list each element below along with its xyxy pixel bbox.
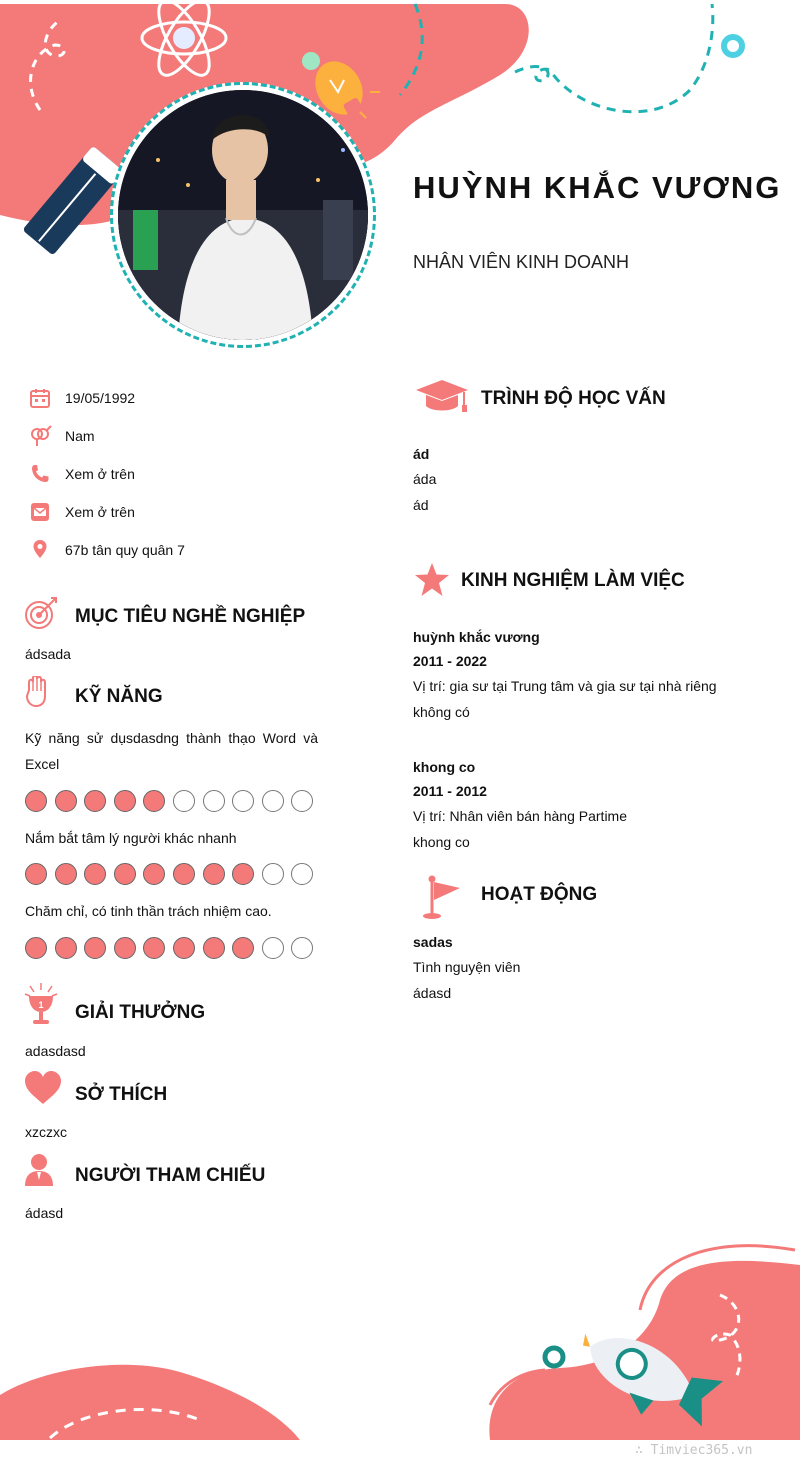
skill-name: Kỹ năng sử dụsdasdng thành thạo Word và Excel [25, 730, 318, 772]
rating-dot-filled [143, 790, 165, 812]
trophy-icon [24, 982, 58, 1026]
rating-dot-filled [25, 863, 47, 885]
career-goal-header [24, 596, 354, 636]
activity-name: sadas [413, 934, 453, 950]
awards-header [24, 982, 354, 1022]
rating-dot-empty [262, 790, 284, 812]
watermark[interactable]: ∴ Timviec365.vn [635, 1443, 753, 1458]
experience-title: KINH NGHIỆM LÀM VIỆC [461, 570, 685, 591]
rating-dot-filled [84, 863, 106, 885]
rating-dot-empty [291, 863, 313, 885]
info-gender [28, 424, 358, 448]
heart-icon [24, 1070, 62, 1106]
rating-dot-filled [203, 937, 225, 959]
calendar-icon [28, 386, 52, 410]
awards-title: GIẢI THƯỞNG [75, 1002, 206, 1023]
location-pin-icon [28, 538, 52, 562]
experience-position: Vị trí: gia sư tại Trung tâm và gia sư tại nhà riêng [413, 678, 717, 694]
teal-small-ring [545, 1348, 563, 1366]
phone-icon [28, 462, 52, 486]
skills-title: KỸ NĂNG [75, 686, 163, 707]
skill-rating [25, 863, 325, 885]
hobbies-title: SỞ THÍCH [75, 1084, 168, 1105]
education-school: ád [413, 446, 430, 462]
rating-dot-filled [84, 937, 106, 959]
rating-dot-filled [203, 863, 225, 885]
rating-dot-filled [173, 937, 195, 959]
hobbies-header [24, 1070, 354, 1110]
education-header [414, 378, 784, 418]
skill-rating [25, 937, 325, 959]
rating-dot-empty [232, 790, 254, 812]
rating-dot-filled [114, 863, 136, 885]
rating-dot-empty [173, 790, 195, 812]
svg-text:1: 1 [38, 1000, 44, 1010]
info-phone [28, 462, 358, 486]
avatar[interactable] [118, 90, 368, 340]
rating-dot-filled [114, 790, 136, 812]
target-icon [24, 596, 58, 630]
flag-icon [414, 872, 462, 920]
references-title: NGƯỜI THAM CHIẾU [75, 1165, 266, 1186]
experience-header [414, 562, 784, 602]
email-value: Xem ở trên [65, 504, 135, 520]
gender-value: Nam [65, 428, 95, 444]
gender-icon [28, 424, 52, 448]
rating-dot-filled [232, 937, 254, 959]
skill-rating [25, 790, 325, 812]
activities-title: HOẠT ĐỘNG [481, 884, 598, 905]
experience-description: khong co [413, 834, 470, 850]
activities-header [414, 872, 784, 912]
experience-company: huỳnh khắc vương [413, 629, 540, 645]
rating-dot-filled [55, 790, 77, 812]
hand-icon [24, 676, 50, 710]
education-line2: ád [413, 497, 429, 513]
experience-company: khong co [413, 759, 476, 775]
bottom-left-blob [0, 1365, 300, 1440]
info-email [28, 500, 358, 524]
rating-dot-filled [25, 790, 47, 812]
rating-dot-filled [173, 863, 195, 885]
rating-dot-empty [262, 937, 284, 959]
rating-dot-filled [55, 937, 77, 959]
birthdate-value: 19/05/1992 [65, 390, 136, 406]
rating-dot-empty [291, 937, 313, 959]
career-goal-text: ádsada [25, 646, 71, 662]
rating-dot-filled [232, 863, 254, 885]
rating-dot-filled [143, 937, 165, 959]
experience-position: Vị trí: Nhân viên bán hàng Partime [413, 808, 628, 824]
skills-header [24, 676, 354, 716]
graduation-cap-icon [414, 378, 470, 414]
rating-dot-filled [25, 937, 47, 959]
rating-dot-empty [203, 790, 225, 812]
star-icon [414, 562, 450, 598]
activity-description: ádasd [413, 985, 452, 1001]
person-icon [24, 1153, 54, 1187]
skill-name: Nắm bắt tâm lý người khác nhanh [25, 830, 237, 846]
skill-name: Chăm chỉ, có tinh thần trách nhiệm cao. [25, 903, 272, 919]
education-line1: áda [413, 471, 437, 487]
rating-dot-empty [262, 863, 284, 885]
rating-dot-filled [84, 790, 106, 812]
rating-dot-empty [291, 790, 313, 812]
education-title: TRÌNH ĐỘ HỌC VẤN [481, 388, 666, 409]
references-text: ádasd [25, 1205, 64, 1221]
references-header [24, 1153, 354, 1193]
info-address [28, 538, 358, 562]
address-value: 67b tân quy quân 7 [65, 542, 185, 558]
phone-value: Xem ở trên [65, 466, 135, 482]
rating-dot-filled [114, 937, 136, 959]
email-icon [28, 500, 52, 524]
candidate-name: HUỲNH KHẮC VƯƠNG [413, 170, 782, 205]
hobbies-text: xzczxc [25, 1124, 67, 1140]
info-birthdate [28, 386, 358, 410]
experience-period: 2011 - 2022 [413, 653, 487, 669]
rating-dot-filled [55, 863, 77, 885]
job-title: NHÂN VIÊN KINH DOANH [413, 252, 630, 272]
experience-description: không có [413, 704, 470, 720]
awards-text: adasdasd [25, 1043, 86, 1059]
career-goal-title: MỤC TIÊU NGHỀ NGHIỆP [75, 606, 306, 627]
teal-ring [724, 37, 742, 55]
rating-dot-filled [143, 863, 165, 885]
activity-role: Tình nguyện viên [413, 959, 521, 975]
experience-period: 2011 - 2012 [413, 783, 487, 799]
